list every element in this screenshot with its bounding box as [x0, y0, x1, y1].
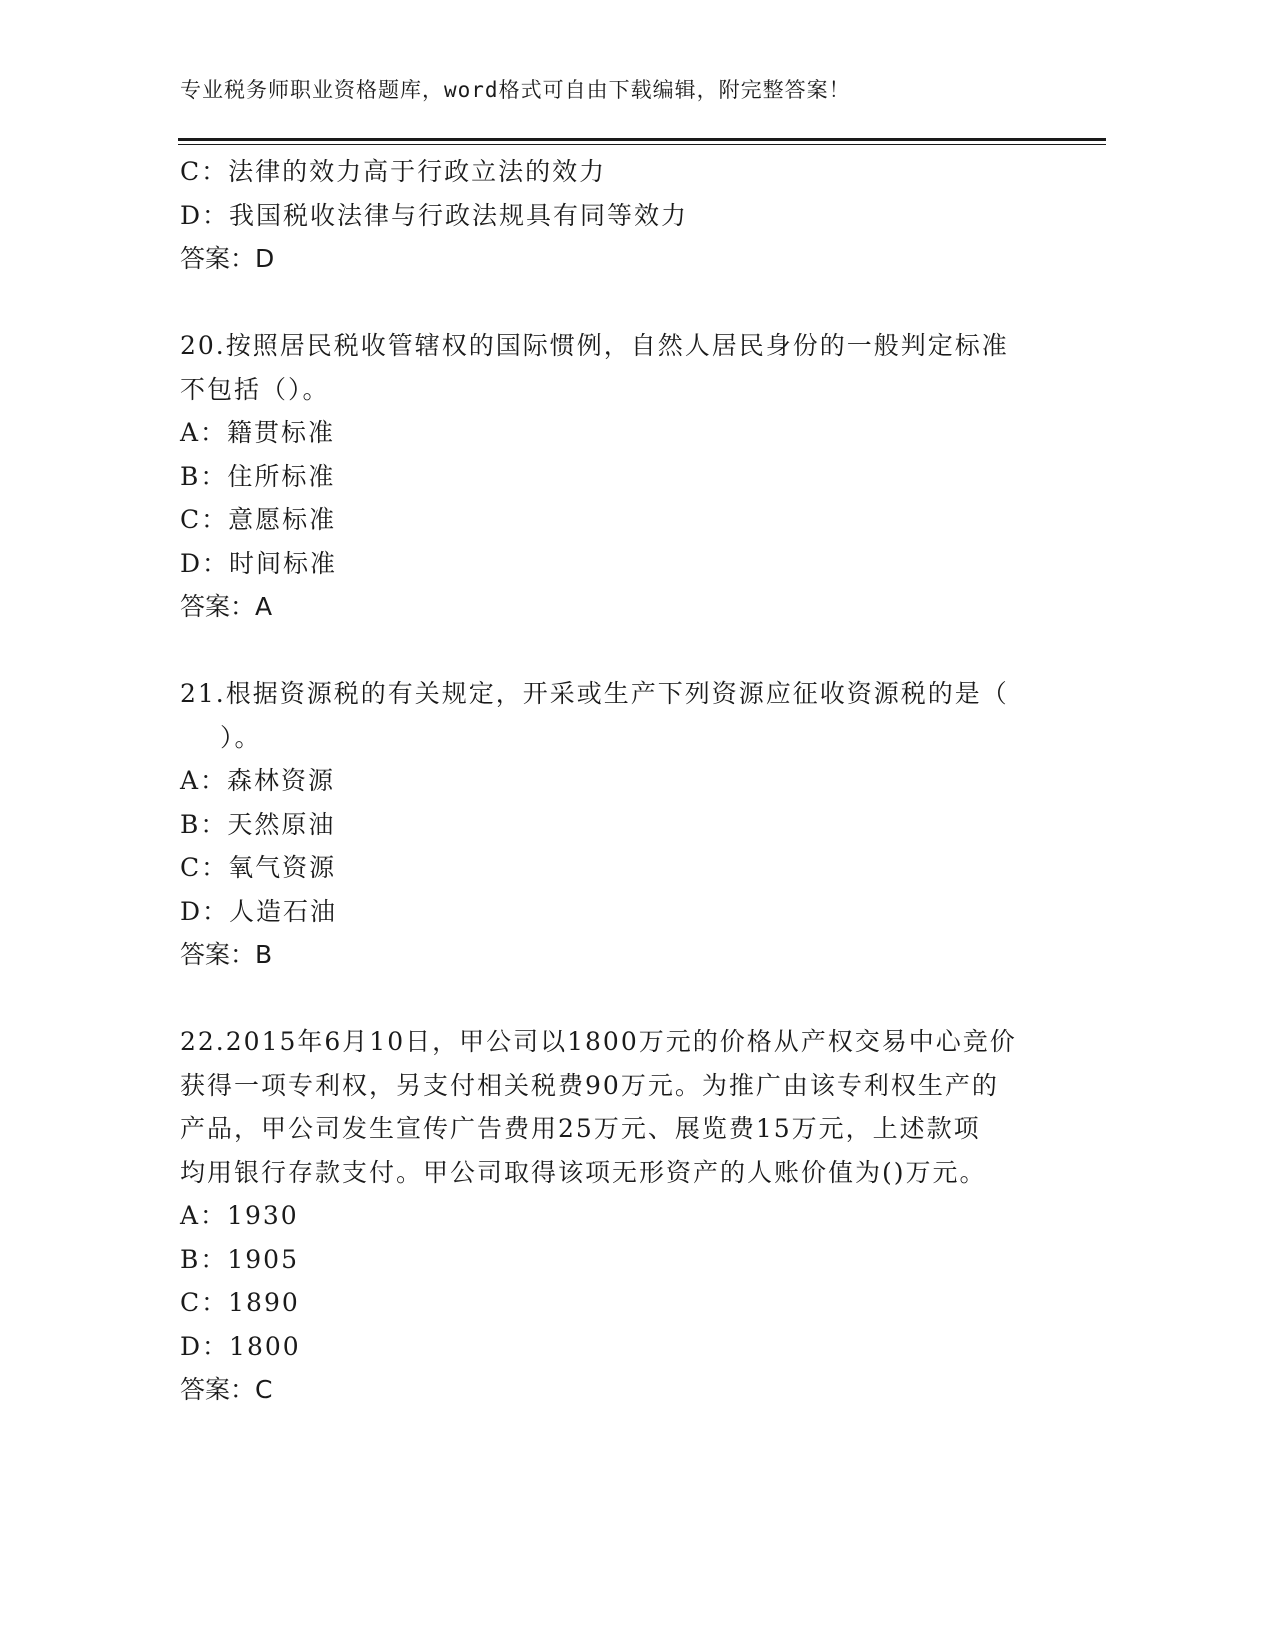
- option-c: C：意愿标准: [180, 505, 337, 534]
- question-stem-line: 获得一项专利权，另支付相关税费90万元。为推广由该专利权生产的: [180, 1070, 999, 1100]
- answer-line: 答案：B: [180, 940, 273, 969]
- question-stem-line: 20.按照居民税收管辖权的国际惯例，自然人居民身份的一般判定标准: [180, 331, 1009, 360]
- question-stem-line: ）。: [220, 722, 262, 752]
- question-22: [180, 1020, 1040, 1412]
- option-c: C：法律的效力高于行政立法的效力: [180, 157, 607, 186]
- document-body: [180, 150, 1040, 1412]
- question-stem-line: 不包括（）。: [180, 374, 330, 404]
- header-rule-thick: [178, 138, 1106, 141]
- option-d: D：人造石油: [180, 896, 338, 926]
- option-a: A：森林资源: [180, 766, 336, 795]
- option-d: D：时间标准: [180, 548, 338, 578]
- answer-line: 答案：C: [180, 1375, 273, 1404]
- option-d: D：1800: [180, 1331, 301, 1361]
- question-21: [180, 672, 1040, 977]
- spacer: [180, 977, 1040, 1021]
- option-a: A：籍贯标准: [180, 418, 336, 447]
- option-c: C：1890: [180, 1288, 300, 1317]
- answer-line: 答案：D: [180, 244, 275, 273]
- question-stem-line: 产品，甲公司发生宣传广告费用25万元、展览费15万元，上述款项: [180, 1114, 981, 1143]
- answer-line: 答案：A: [180, 592, 273, 621]
- header-rule-thin: [178, 144, 1106, 145]
- spacer: [180, 629, 1040, 673]
- option-d: D：我国税收法律与行政法规具有同等效力: [180, 200, 689, 230]
- page-header: 专业税务师职业资格题库，word格式可自由下载编辑，附完整答案！: [180, 78, 851, 102]
- spacer: [180, 281, 1040, 325]
- option-a: A：1930: [180, 1201, 299, 1230]
- question-stem-line: 21.根据资源税的有关规定，开采或生产下列资源应征收资源税的是（: [180, 679, 1009, 708]
- option-b: B：1905: [180, 1244, 299, 1274]
- option-c: C：氧气资源: [180, 853, 337, 882]
- option-b: B：天然原油: [180, 809, 336, 839]
- question-stem-line: 均用银行存款支付。甲公司取得该项无形资产的人账价值为()万元。: [180, 1157, 987, 1187]
- question-20: [180, 324, 1040, 629]
- option-b: B：住所标准: [180, 461, 336, 491]
- prev-question-tail: [180, 150, 1040, 281]
- question-stem-line: 22.2015年6月10日，甲公司以1800万元的价格从产权交易中心竞价: [180, 1027, 1017, 1056]
